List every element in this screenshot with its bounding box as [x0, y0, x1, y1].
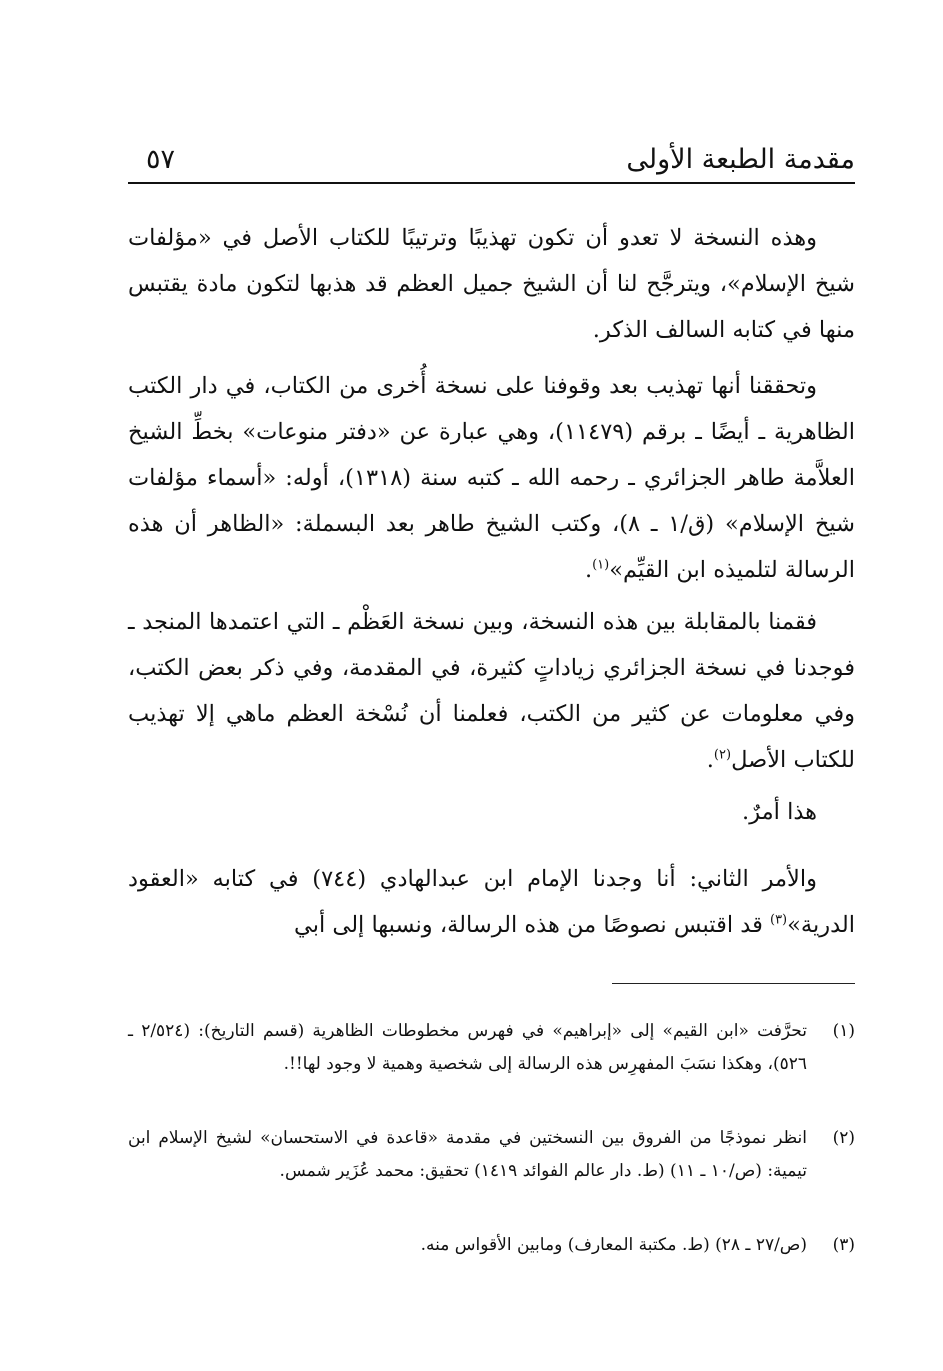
footnote-1: [128, 1015, 855, 1081]
paragraph-4: هذا أمرٌ.: [742, 799, 817, 825]
paragraph-3: [128, 599, 855, 783]
footnote-number: (١): [832, 1021, 855, 1041]
paragraph-2: [128, 363, 855, 593]
paragraph-2-text: وتحققنا أنها تهذيب بعد وقوفنا على نسخة أُخرى من الكتاب، في دار الكتب الظاهرية ـ أيضًا ـ برقم (١١٤٧٩)، وهي عبارة عن «دفتر منوعات» بخطِّ الشيخ العلاَّمة طاهر الجزائري ـ رحمه الله ـ كتبه سنة (١٣١٨)، أوله: «أسماء مؤلفات شيخ الإسلام» (ق/١ ـ ٨)، وكتب الشيخ طاهر بعد البسملة: «الظاهر أن هذه الرسالة لتلميذه ابن القيِّم»: [128, 373, 856, 583]
footnote-text: انظر نموذجًا من الفروق بين النسختين في مقدمة «قاعدة في الاستحسان» لشيخ الإسلام ابن تيمية: (ص/١٠ ـ ١١) (ط. دار عالم الفوائد ١٤١٩) تحقيق: محمد عُزَير شمس.: [128, 1128, 807, 1181]
footnote-ref-2: (٢): [713, 747, 732, 763]
footnote-2: [128, 1122, 855, 1188]
paragraph-5-end: قد اقتبس نصوصًا من هذه الرسالة، ونسبها إلى أبي: [294, 912, 770, 938]
paragraph-5: [128, 856, 855, 948]
footnote-number: (٣): [832, 1235, 855, 1255]
footnote-ref-1: (١): [592, 557, 610, 573]
paragraph-2-end: .: [584, 557, 593, 583]
paragraph-1: وهذه النسخة لا تعدو أن تكون تهذيبًا وترتيبًا للكتاب الأصل في «مؤلفات شيخ الإسلام»، ويترجَّح لنا أن الشيخ جميل العظم قد هذبها لتكون مادة يقتبس منها في كتابه السالف الذكر.: [128, 225, 855, 343]
footnote-text: (ص/٢٧ ـ ٢٨) (ط. مكتبة المعارف) ومابين الأقواس منه.: [420, 1235, 807, 1255]
running-header: [128, 138, 855, 184]
paragraph-5-text: والأمر الثاني: أنا وجدنا الإمام ابن عبدالهادي (٧٤٤) في كتابه «العقود الدرية»: [128, 866, 855, 938]
page-number: ٥٧: [146, 144, 176, 175]
footnote-3: [128, 1229, 855, 1262]
paragraph-3-text: فقمنا بالمقابلة بين هذه النسخة، وبين نسخة العَظْم ـ التي اعتمدها المنجد ـ فوجدنا في نسخة الجزائري زياداتٍ كثيرة، في المقدمة، وفي ذكر بعض الكتب، وفي معلومات عن كثير من الكتب، فعلمنا أن نُسْخة العظم ماهي إلا تهذيب للكتاب الأصل: [128, 609, 855, 773]
header-title: مقدمة الطبعة الأولى: [626, 144, 855, 175]
footnote-separator: [612, 983, 855, 984]
footnote-text: تحرَّفت «ابن القيم» إلى «إبراهيم» في فهرس مخطوطات الظاهرية (قسم التاريخ): (٢/٥٢٤ ـ ٥٢٦)، وهكذا نسَبَ المفهرِس هذه الرسالة إلى شخصية وهمية لا وجود لها!!.: [128, 1021, 807, 1074]
footnote-number: (٢): [832, 1128, 855, 1148]
paragraph-3-end: .: [706, 747, 714, 773]
footnote-ref-3: (٣): [769, 912, 788, 928]
